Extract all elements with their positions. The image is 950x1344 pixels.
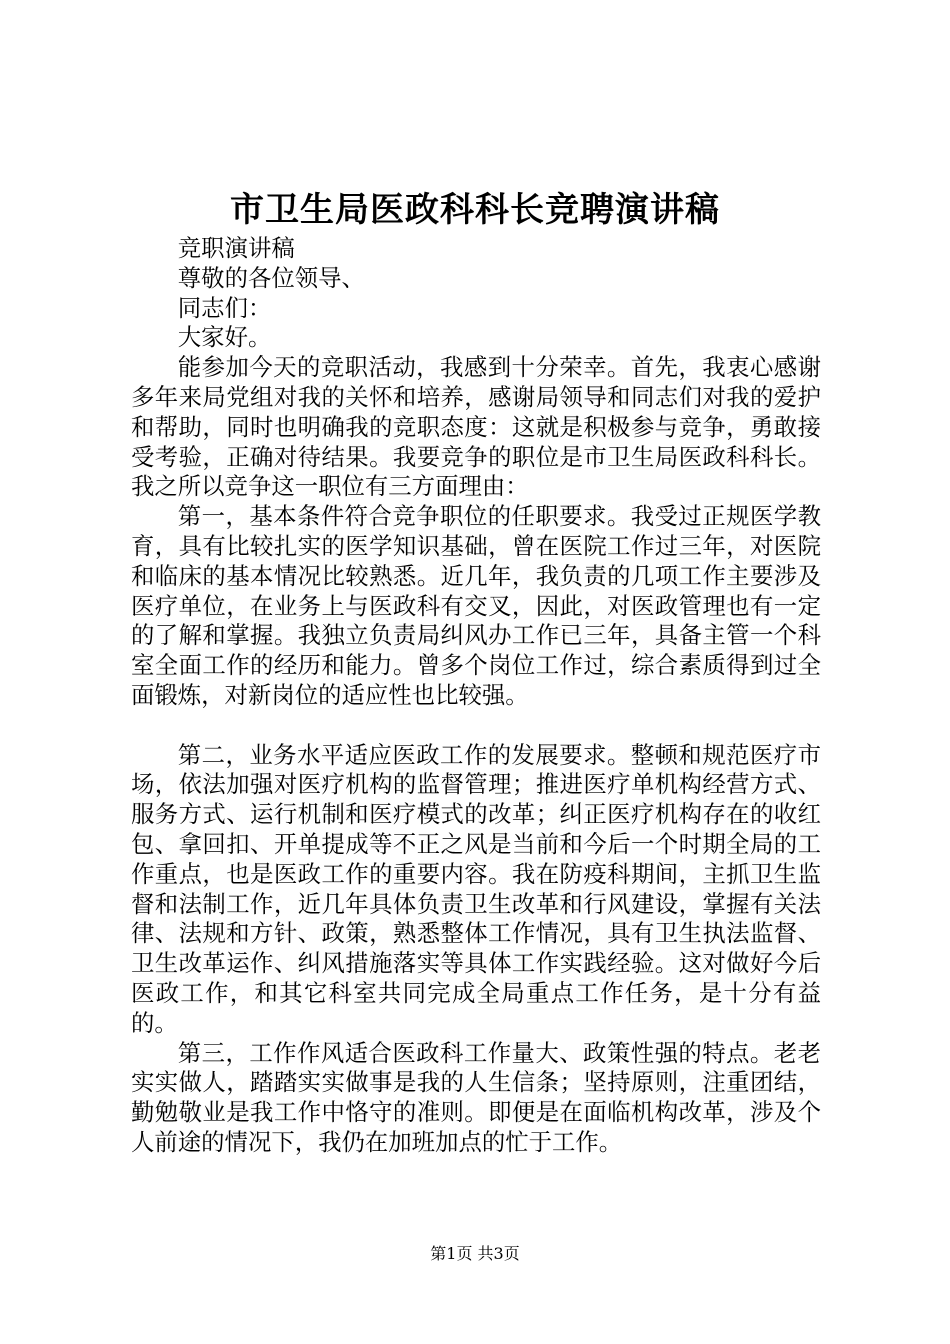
paragraph-salutation: 尊敬的各位领导、 xyxy=(177,263,365,292)
document-body xyxy=(131,234,821,1158)
paragraph-greeting: 大家好。 xyxy=(177,323,272,352)
paragraph-intro: 能参加今天的竞职活动，我感到十分荣幸。首先，我衷心感谢多年来局党组对我的关怀和培养，感谢局领导和同志们对我的爱护和帮助，同时也明确我的竞职态度：这就是积极参与竞争，勇敢接受考验，正确对待结果。我要竞争的职位是市卫生局医政科科长。我之所以竞争这一职位有三方面理由： xyxy=(131,353,821,501)
paragraph-second-reason: 第二，业务水平适应医政工作的发展要求。整顿和规范医疗市场，依法加强对医疗机构的监督管理；推进医疗单机构经营方式、服务方式、运行机制和医疗模式的改革；纠正医疗机构存在的收红包、拿回扣、开单提成等不正之风是当前和今后一个时期全局的工作重点，也是医政工作的重要内容。我在防疫科期间，主抓卫生监督和法制工作，近几年具体负责卫生改革和行风建设，掌握有关法律、法规和方针、政策，熟悉整体工作情况，具有卫生执法监督、卫生改革运作、纠风措施落实等具体工作实践经验。这对做好今后医政工作，和其它科室共同完成全局重点工作任务，是十分有益的。 xyxy=(131,740,821,1037)
page-footer: 第1页 共3页 xyxy=(430,1244,520,1263)
paragraph-heading: 竞职演讲稿 xyxy=(177,234,295,262)
paragraph-salutation-2: 同志们： xyxy=(177,293,272,322)
document-title: 市卫生局医政科科长竞聘演讲稿 xyxy=(230,190,720,230)
paragraph-third-reason: 第三，工作作风适合医政科工作量大、政策性强的特点。老老实实做人，踏踏实实做事是我的人生信条；坚持原则，注重团结，勤勉敬业是我工作中恪守的准则。即便是在面临机构改革，涉及个人前途的情况下，我仍在加班加点的忙于工作。 xyxy=(131,1038,821,1156)
paragraph-first-reason: 第一，基本条件符合竞争职位的任职要求。我受过正规医学教育，具有比较扎实的医学知识基础，曾在医院工作过三年，对医院和临床的基本情况比较熟悉。近几年，我负责的几项工作主要涉及医疗单位，在业务上与医政科有交叉，因此，对医政管理也有一定的了解和掌握。我独立负责局纠风办工作已三年，具备主管一个科室全面工作的经历和能力。曾多个岗位工作过，综合素质得到过全面锻炼，对新岗位的适应性也比较强。 xyxy=(131,502,821,709)
